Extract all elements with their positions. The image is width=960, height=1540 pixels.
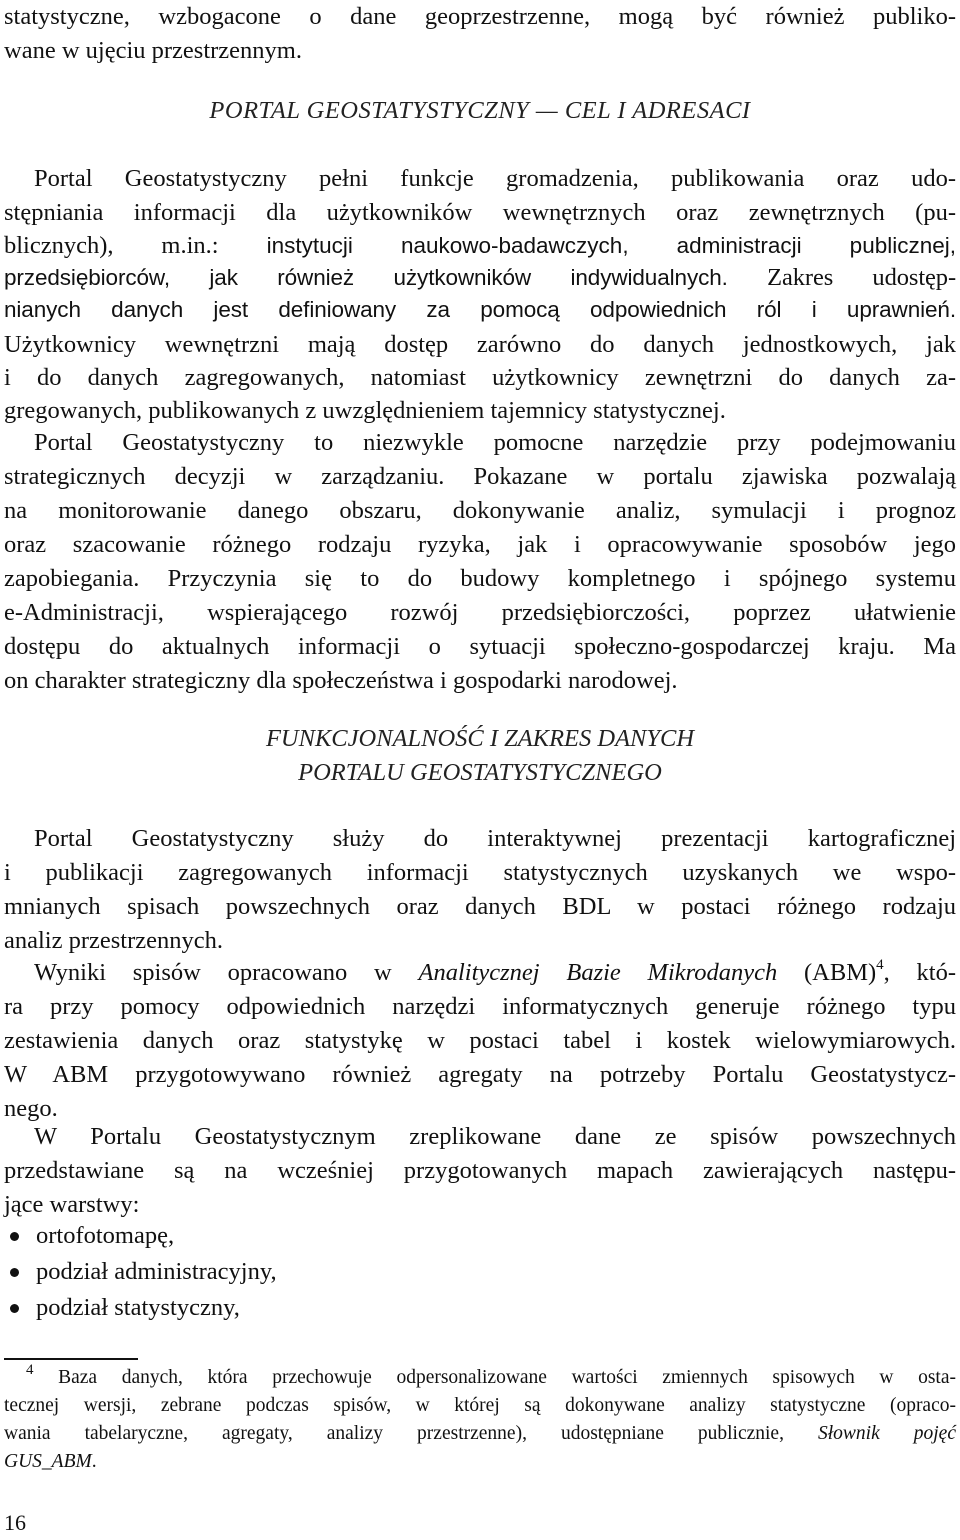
text-line xyxy=(4,230,956,262)
text-line: statystyczne, wzbogacone o dane geoprzestrzenne, mogą być również publiko- xyxy=(4,3,956,30)
text-fragment: , któ- xyxy=(883,959,956,986)
footnote-mark: 4 xyxy=(26,1361,34,1378)
layers-list xyxy=(4,1218,277,1326)
list-item-label: podział statystyczny, xyxy=(36,1294,240,1321)
text-line: na monitorowanie danego obszaru, dokonywanie analiz, symulacji i prognoz xyxy=(4,497,956,524)
text-line: Portal Geostatystyczny to niezwykle pomocne narzędzie przy podejmowaniu xyxy=(34,429,956,456)
footnote-reference: 4 xyxy=(876,956,884,973)
text-line: i publikacji zagregowanych informacji statystycznych uzyskanych we wspo- xyxy=(4,859,956,886)
bullet-icon xyxy=(10,1304,19,1313)
text-fragment: wania tabelaryczne, agregaty, analizy przestrzenne), udostępniane publicznie, xyxy=(4,1423,818,1444)
section-heading-functionality: FUNKCJONALNOŚĆ I ZAKRES DANYCH xyxy=(265,725,695,752)
paragraph-replicated-data xyxy=(4,1120,956,1222)
text-line xyxy=(4,1361,956,1392)
text-line: oraz szacowanie różnego rodzaju ryzyka, jak i opracowywanie sposobów jego xyxy=(4,531,956,558)
text-line: i do danych zagregowanych, natomiast użytkownicy zewnętrzni do danych za- xyxy=(4,364,956,391)
text-line: nianych danych jest definiowany za pomocą odpowiednich ról i uprawnień. xyxy=(4,297,956,322)
list-item xyxy=(4,1218,277,1254)
text-line: mnianych spisach powszechnych oraz danych BDL w postaci różnego rodzaju xyxy=(4,893,956,920)
paragraph-portal-users xyxy=(4,262,956,326)
list-item-label: ortofotomapę, xyxy=(36,1222,175,1249)
section-heading-functionality-line2: PORTALU GEOSTATYSTYCZNEGO xyxy=(298,759,662,786)
text-line: Portal Geostatystyczny służy do interaktywnej prezentacji kartograficznej xyxy=(34,825,956,852)
text-line: Portal Geostatystyczny pełni funkcje gromadzenia, publikowania oraz udo- xyxy=(34,165,956,192)
abm-name-italic: Analitycznej Bazie Mikrodanych xyxy=(418,959,778,986)
page-number: 16 xyxy=(4,1510,26,1535)
text-fragment: Baza danych, która przechowuje odpersonalizowane wartości zmiennych spisowych w osta- xyxy=(33,1367,956,1388)
section-heading-portal: PORTAL GEOSTATYSTYCZNY — CEL I ADRESACI xyxy=(209,97,751,124)
paragraph-user-access xyxy=(4,328,956,427)
text-fragment: (ABM) xyxy=(777,959,877,986)
text-line: stępniania informacji dla użytkowników wewnętrznych oraz zewnętrznych (pu- xyxy=(4,199,956,226)
text-line: e-Administracji, wspierającego rozwój przedsiębiorczości, poprzez ułatwienie xyxy=(4,599,956,626)
text-fragment: Wyniki spisów opracowano w xyxy=(34,959,419,986)
text-line: Użytkownicy wewnętrzni mają dostęp zarówno do danych jednostkowych, jak xyxy=(4,331,956,358)
intro-paragraph xyxy=(4,0,956,68)
paragraph-strategic-tool xyxy=(4,426,956,698)
list-item xyxy=(4,1290,277,1326)
text-line xyxy=(4,1420,956,1448)
text-line: przedstawiane są na wcześniej przygotowanych mapach zawierających następu- xyxy=(4,1157,956,1184)
footnote-separator xyxy=(4,1358,138,1360)
text-line: W ABM przygotowywano również agregaty na potrzeby Portalu Geostatystycz- xyxy=(4,1061,956,1088)
text-line xyxy=(4,1448,956,1476)
text-line: tecznej wersji, zebrane podczas spisów, w której są dokonywane analizy statystyczne (opraco- xyxy=(4,1395,956,1416)
text-line: jące warstwy: xyxy=(4,1191,140,1218)
footnote xyxy=(4,1361,956,1476)
bullet-icon xyxy=(10,1232,19,1241)
text-fragment: instytucji naukowo-badawczych, administracji publicznej, xyxy=(218,233,956,258)
text-fragment: Zakres udostęp- xyxy=(727,264,957,291)
text-line: zestawienia danych oraz statystykę w postaci tabel i kostek wielowymiarowych. xyxy=(4,1027,956,1054)
paragraph-portal-purpose xyxy=(4,822,956,958)
text-line: analiz przestrzennych. xyxy=(4,927,224,954)
text-fragment: przedsiębiorców, jak również użytkowników indywidualnych. xyxy=(4,265,728,290)
list-item-label: podział administracyjny, xyxy=(36,1258,277,1285)
paragraph-portal-functions xyxy=(4,162,956,262)
list-item xyxy=(4,1254,277,1290)
text-fragment: blicznych), m.in.: xyxy=(4,232,219,259)
text-fragment: . xyxy=(91,1451,97,1472)
text-line xyxy=(4,262,956,294)
text-fragment: Słownik pojęć xyxy=(818,1423,956,1444)
text-line: ra przy pomocy odpowiednich narzędzi informatycznych generuje różnego typu xyxy=(4,993,956,1020)
text-line: nego. xyxy=(4,1095,58,1122)
text-line: dostępu do aktualnych informacji o sytuacji społeczno-gospodarczej kraju. Ma xyxy=(4,633,956,660)
text-line: wane w ujęciu przestrzennym. xyxy=(4,37,302,64)
text-line: W Portalu Geostatystycznym zreplikowane dane ze spisów powszechnych xyxy=(34,1123,956,1150)
paragraph-abm xyxy=(4,956,956,1126)
text-line: gregowanych, publikowanych z uwzględnieniem tajemnicy statystycznej. xyxy=(4,397,726,424)
text-line: zapobiegania. Przyczynia się to do budowy kompletnego i spójnego systemu xyxy=(4,565,956,592)
bullet-icon xyxy=(10,1268,19,1277)
text-fragment: GUS_ABM xyxy=(4,1451,92,1472)
text-line: strategicznych decyzji w zarządzaniu. Pokazane w portalu zjawiska pozwalają xyxy=(4,463,956,490)
text-line xyxy=(4,956,956,990)
text-line: on charakter strategiczny dla społeczeństwa i gospodarki narodowej. xyxy=(4,667,678,694)
